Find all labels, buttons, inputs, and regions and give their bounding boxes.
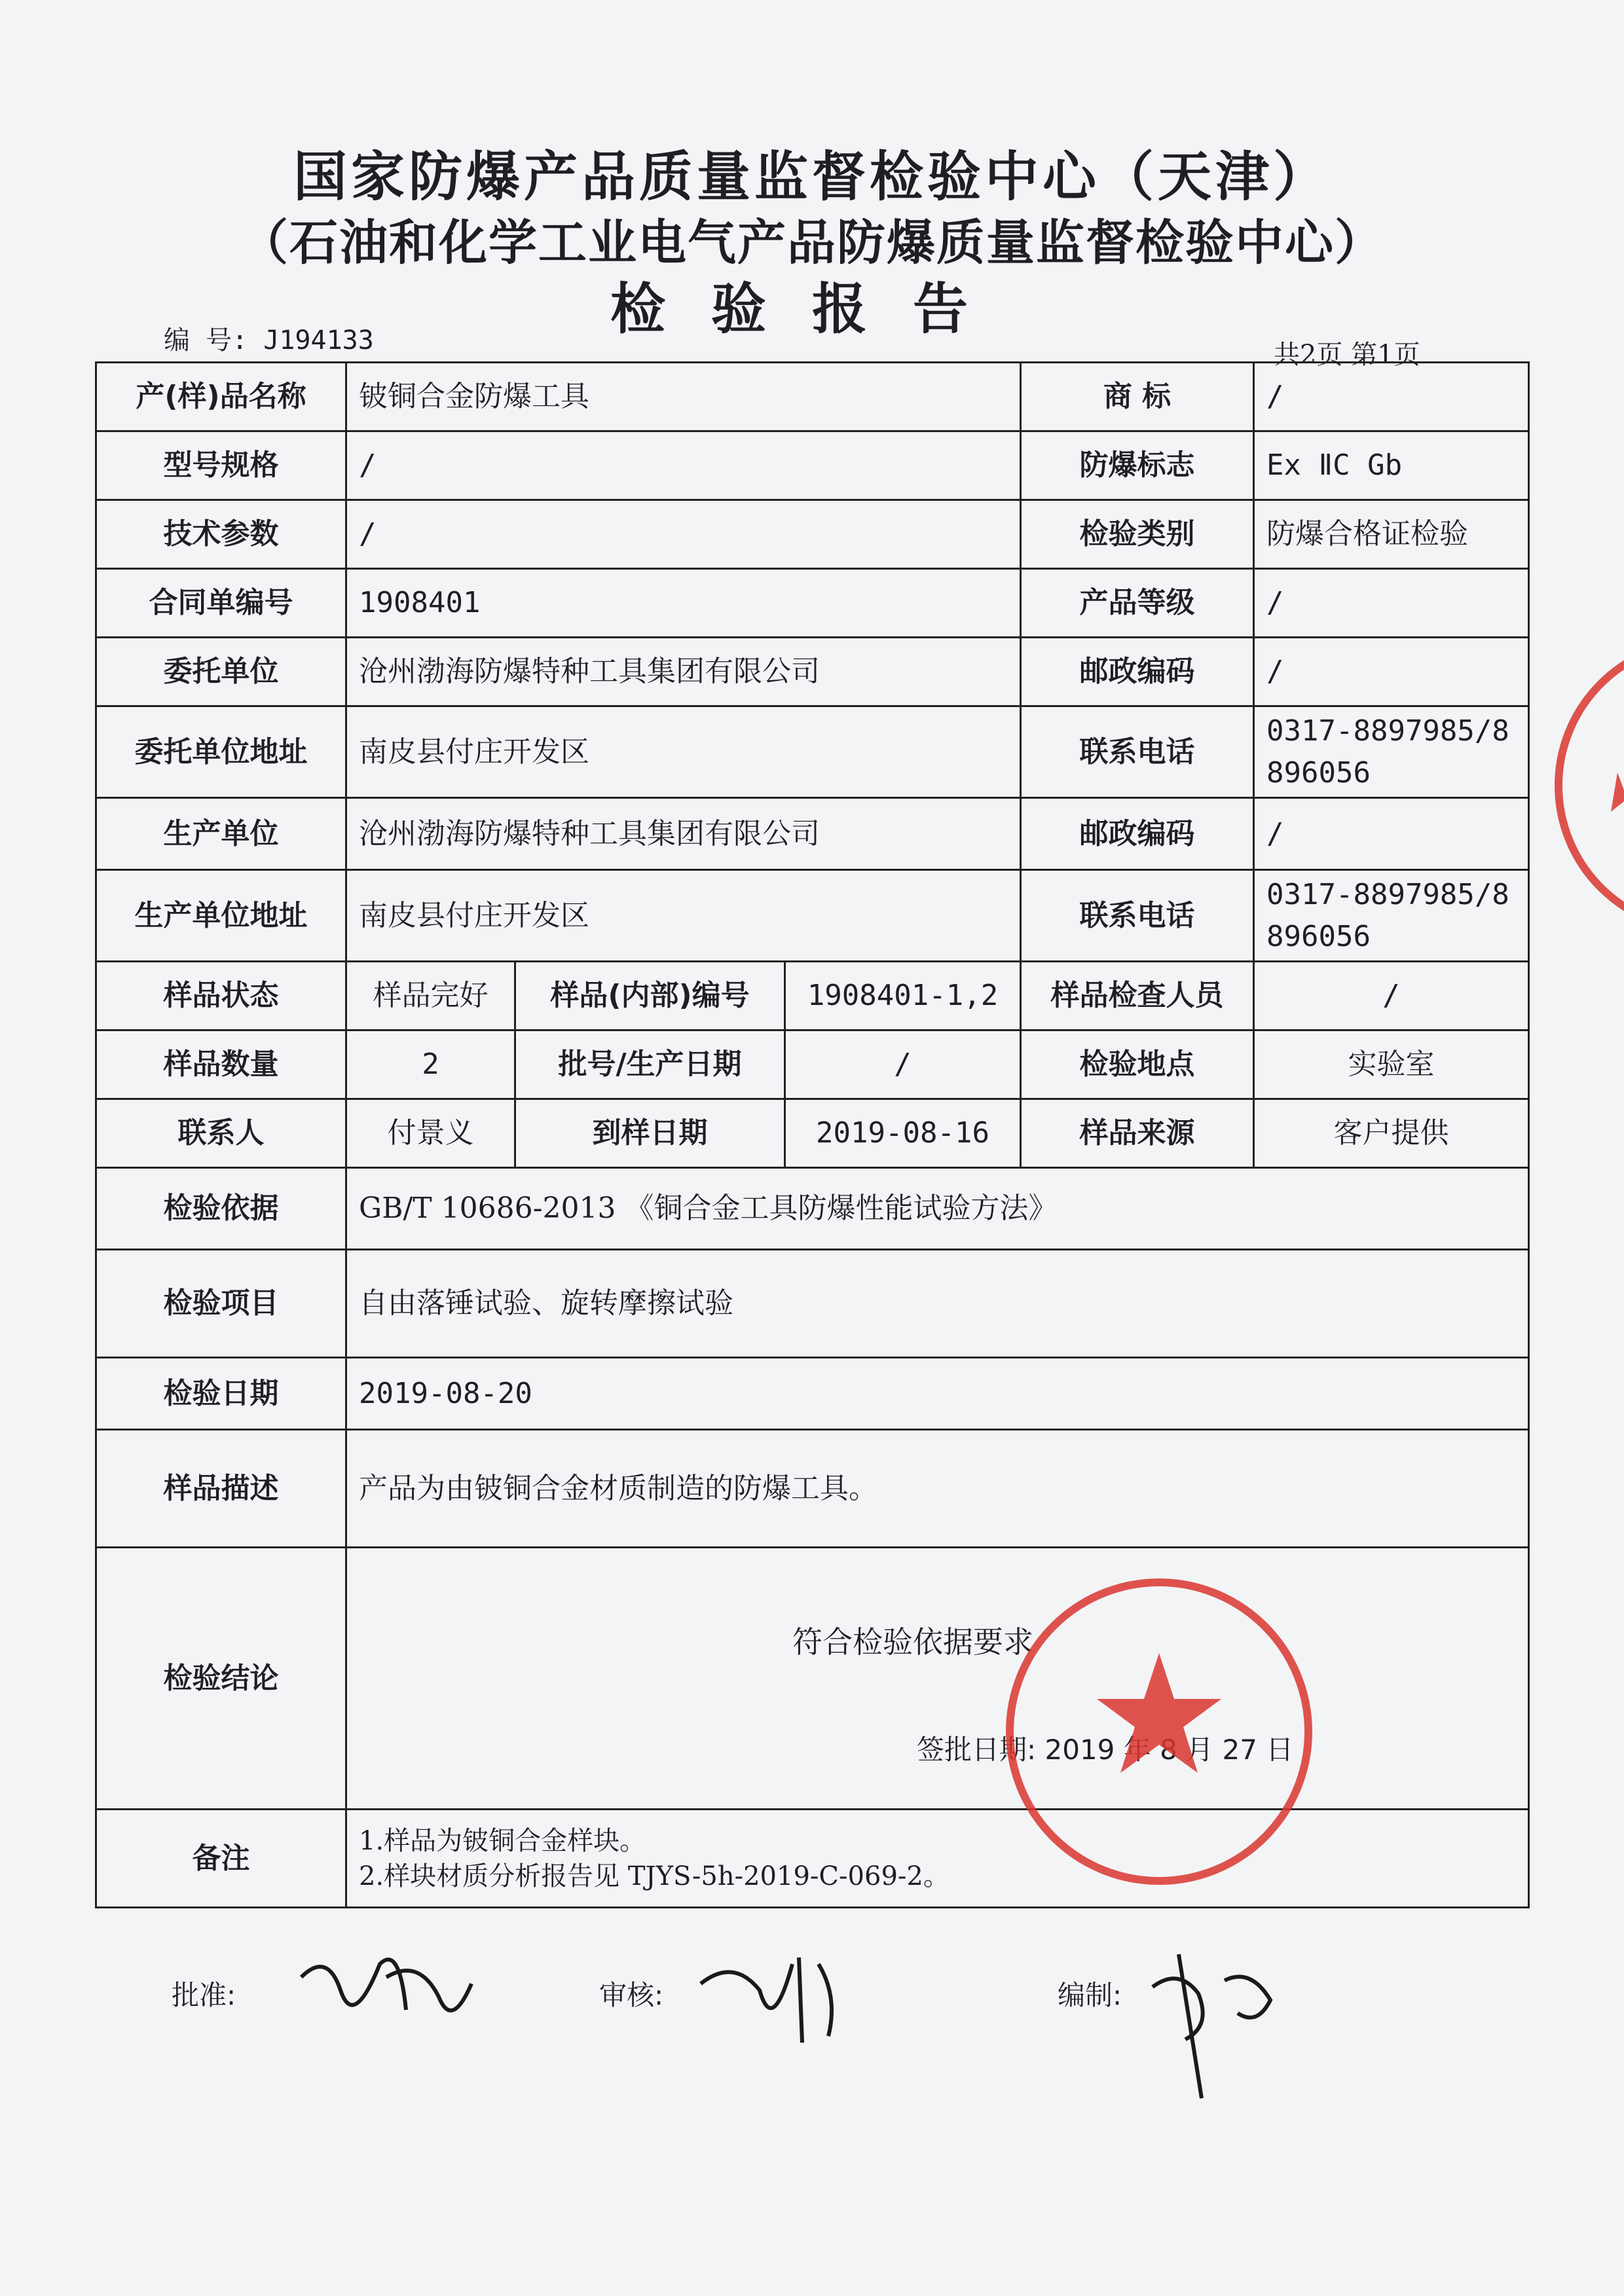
table-row [96,1168,1529,1250]
remark-line-1: 1.样品为铍铜合金样块。 [359,1825,646,1856]
sample-state-label: 样品状态 [96,962,346,1030]
contact-value: 付景义 [346,1099,515,1168]
contact-label: 联系人 [96,1099,346,1168]
mfr-postcode-label: 邮政编码 [1021,798,1254,870]
mfr-postcode-value: / [1254,798,1529,870]
mfr-phone-value [1254,870,1529,962]
batch-date-label: 批号/生产日期 [515,1030,785,1099]
items-label: 检验项目 [96,1250,346,1358]
mfr-address-label: 生产单位地址 [96,870,346,962]
sample-state-value: 样品完好 [346,962,515,1030]
client-postcode-label: 邮政编码 [1021,638,1254,706]
basis-label: 检验依据 [96,1168,346,1250]
center-name-title: 国家防爆产品质量监督检验中心（天津） [293,145,1331,208]
client-address-label: 委托单位地址 [96,706,346,798]
basis-value: GB/T 10686-2013 《铜合金工具防爆性能试验方法》 [346,1168,1529,1250]
arrival-date-label: 到样日期 [515,1099,785,1168]
review-label: 审核: [599,1979,664,2011]
description-value: 产品为由铍铜合金材质制造的防爆工具。 [346,1430,1529,1548]
ex-mark-value: Ex ⅡC Gb [1254,431,1529,500]
remarks-label: 备注 [96,1810,346,1908]
product-name-label: 产(样)品名称 [96,363,346,431]
tech-params-value: / [346,500,1021,569]
table-row [96,638,1529,706]
compile-label: 编制: [1058,1979,1122,2011]
product-name-value: 铍铜合金防爆工具 [346,363,1021,431]
manufacturer-value: 沧州渤海防爆特种工具集团有限公司 [346,798,1021,870]
client-phone-line1: 0317-8897985/8 [1266,714,1509,748]
table-row [96,870,1529,962]
contract-no-value: 1908401 [346,569,1021,638]
product-grade-label: 产品等级 [1021,569,1254,638]
mfr-phone-line1: 0317-8897985/8 [1266,877,1509,911]
model-label: 型号规格 [96,431,346,500]
conclusion-cell [346,1548,1529,1810]
client-postcode-value: / [1254,638,1529,706]
sample-inspector-label: 样品检查人员 [1021,962,1254,1030]
sample-qty-label: 样品数量 [96,1030,346,1099]
table-row [96,569,1529,638]
compiler-signature [1139,1941,1290,2111]
sample-qty-value: 2 [346,1030,515,1099]
table-row [96,1250,1529,1358]
contract-no-label: 合同单编号 [96,569,346,638]
sample-internal-no-label: 样品(内部)编号 [515,962,785,1030]
client-phone-value [1254,706,1529,798]
test-type-value: 防爆合格证检验 [1254,500,1529,569]
table-row [96,1099,1529,1168]
side-seal-icon [1545,629,1624,943]
page-info: 共2页 第1页 [1274,340,1420,370]
table-row [96,1358,1529,1430]
report-title: 检验报告 [610,276,1014,341]
remarks-value [346,1810,1529,1908]
test-date-label: 检验日期 [96,1358,346,1430]
reviewer-signature [688,1938,851,2056]
center-alt-name-title: （石油和化学工业电气产品防爆质量监督检验中心） [240,215,1384,271]
table-row [96,1030,1529,1099]
client-phone-line2: 896056 [1266,756,1371,790]
client-address-value: 南皮县付庄开发区 [346,706,1021,798]
batch-date-value: / [785,1030,1021,1099]
description-label: 样品描述 [96,1430,346,1548]
test-location-value: 实验室 [1254,1030,1529,1099]
remark-line-2: 2.样块材质分析报告见 TJYS-5h-2019-C-069-2。 [359,1861,950,1891]
trademark-label: 商 标 [1021,363,1254,431]
client-value: 沧州渤海防爆特种工具集团有限公司 [346,638,1021,706]
table-row [96,1430,1529,1548]
table-row [96,798,1529,870]
sample-source-value: 客户提供 [1254,1099,1529,1168]
table-row [96,962,1529,1030]
mfr-address-value: 南皮县付庄开发区 [346,870,1021,962]
test-type-label: 检验类别 [1021,500,1254,569]
conclusion-label: 检验结论 [96,1548,346,1810]
table-row [96,500,1529,569]
approver-signature [288,1938,485,2049]
table-row [96,706,1529,798]
ex-mark-label: 防爆标志 [1021,431,1254,500]
sample-source-label: 样品来源 [1021,1099,1254,1168]
manufacturer-label: 生产单位 [96,798,346,870]
product-grade-value: / [1254,569,1529,638]
items-value: 自由落锤试验、旋转摩擦试验 [346,1250,1529,1358]
conclusion-value: 符合检验依据要求 [792,1624,1033,1660]
table-row [96,431,1529,500]
tech-params-label: 技术参数 [96,500,346,569]
report-number: 编 号: J194133 [164,325,374,355]
mfr-phone-line2: 896056 [1266,919,1371,953]
official-seal-icon [999,1571,1320,1892]
trademark-value: / [1254,363,1529,431]
test-date-value: 2019-08-20 [346,1358,1529,1430]
model-value: / [346,431,1021,500]
approve-label: 批准: [172,1979,236,2011]
client-label: 委托单位 [96,638,346,706]
arrival-date-value: 2019-08-16 [785,1099,1021,1168]
client-phone-label: 联系电话 [1021,706,1254,798]
sample-inspector-value: / [1254,962,1529,1030]
table-row [96,363,1529,431]
mfr-phone-label: 联系电话 [1021,870,1254,962]
sample-internal-no-value: 1908401-1,2 [785,962,1021,1030]
approval-date: 签批日期: 2019 年 8 月 27 日 [917,1734,1294,1766]
test-location-label: 检验地点 [1021,1030,1254,1099]
